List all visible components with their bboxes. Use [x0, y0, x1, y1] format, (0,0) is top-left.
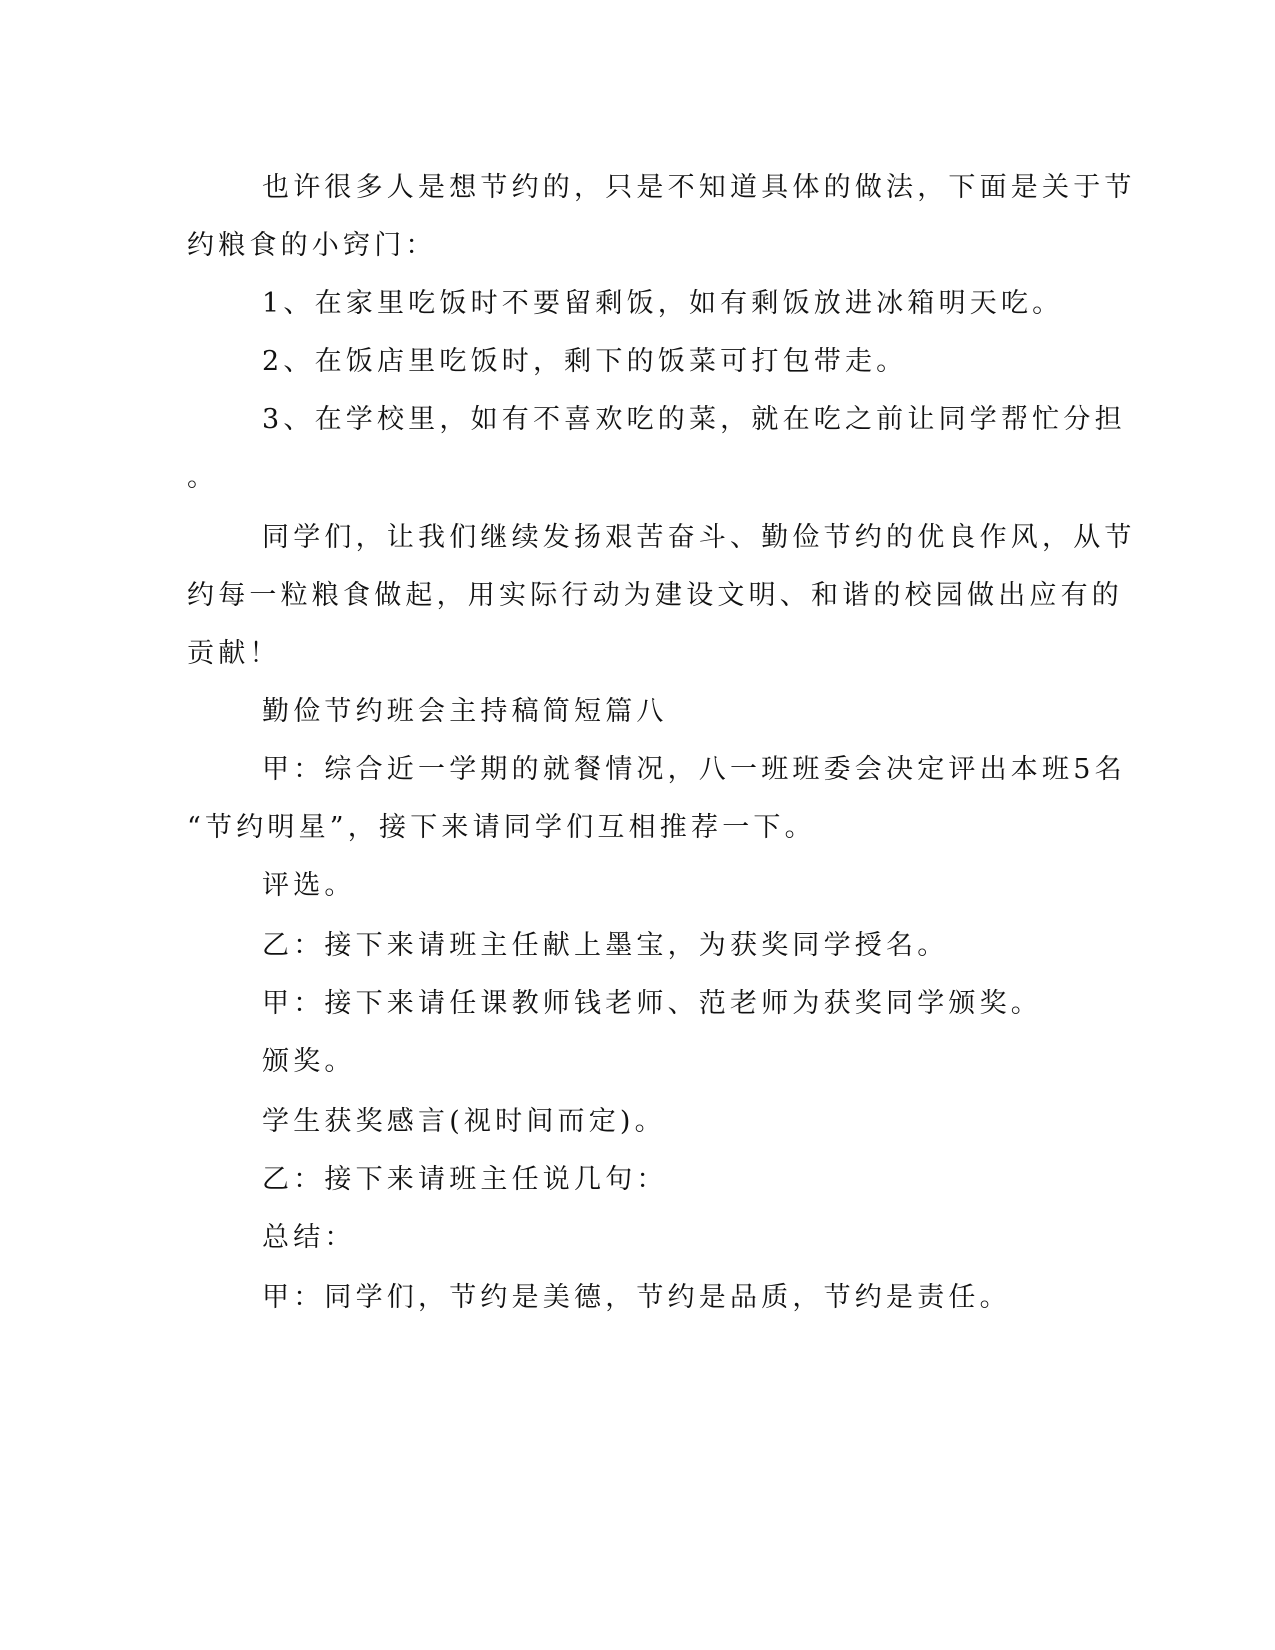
dialogue-line-4: 乙：接下来请班主任说几句： [262, 1164, 668, 1195]
list-item-3: 3、在学校里，如有不喜欢吃的菜，就在吃之前让同学帮忙分担 [262, 404, 1126, 435]
dialogue-line-1-continued: “节约明星”，接下来请同学们互相推荐一下。 [187, 812, 816, 843]
summary-heading: 总结： [262, 1222, 356, 1253]
list-item-2: 2、在饭店里吃饭时，剩下的饭菜可打包带走。 [262, 346, 908, 377]
stage-direction-selection: 评选。 [262, 870, 356, 901]
dialogue-line-3: 甲：接下来请任课教师钱老师、范老师为获奖同学颁奖。 [262, 988, 1042, 1019]
stage-direction-speech: 学生获奖感言(视时间而定)。 [262, 1106, 666, 1137]
paragraph-appeal-line-1: 同学们，让我们继续发扬艰苦奋斗、勤俭节约的优良作风，从节 [262, 522, 1136, 553]
paragraph-appeal-line-3: 贡献！ [187, 638, 281, 669]
paragraph-appeal-line-2: 约每一粒粮食做起，用实际行动为建设文明、和谐的校园做出应有的 [187, 580, 1123, 611]
dialogue-line-1: 甲：综合近一学期的就餐情况，八一班班委会决定评出本班5名 [262, 754, 1126, 785]
list-item-1: 1、在家里吃饭时不要留剩饭，如有剩饭放进冰箱明天吃。 [262, 288, 1064, 319]
paragraph-intro-line-1: 也许很多人是想节约的，只是不知道具体的做法，下面是关于节 [262, 172, 1136, 203]
section-heading: 勤俭节约班会主持稿简短篇八 [262, 696, 668, 727]
paragraph-intro-line-2: 约粮食的小窍门： [187, 230, 437, 261]
dialogue-line-2: 乙：接下来请班主任献上墨宝，为获奖同学授名。 [262, 930, 949, 961]
stage-direction-award: 颁奖。 [262, 1046, 356, 1077]
dialogue-line-5: 甲：同学们，节约是美德，节约是品质，节约是责任。 [262, 1282, 1011, 1313]
list-item-3-continued: 。 [187, 462, 219, 493]
